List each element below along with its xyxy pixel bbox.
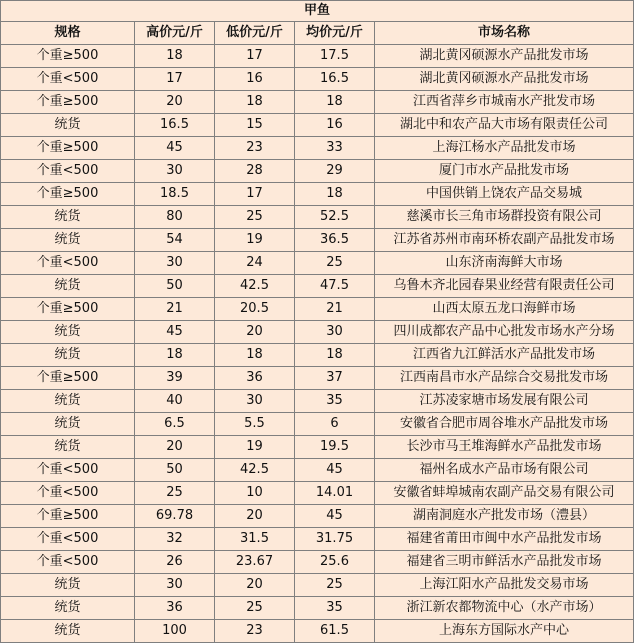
cell-spec: 个重≥500 <box>1 45 135 68</box>
cell-high-price: 25 <box>135 482 215 505</box>
cell-market: 乌鲁木齐北园春果业经营有限责任公司 <box>375 275 634 298</box>
table-row <box>1 344 634 367</box>
cell-high-price: 39 <box>135 367 215 390</box>
cell-market: 慈溪市长三角市场群投资有限公司 <box>375 206 634 229</box>
cell-avg-price: 52.5 <box>295 206 375 229</box>
cell-low-price: 19 <box>215 229 295 252</box>
cell-low-price: 25 <box>215 206 295 229</box>
header-low-price: 低价元/斤 <box>215 22 295 45</box>
table-row <box>1 390 634 413</box>
header-avg-price: 均价元/斤 <box>295 22 375 45</box>
cell-avg-price: 31.75 <box>295 528 375 551</box>
table-row <box>1 436 634 459</box>
table-title: 甲鱼 <box>1 1 634 22</box>
cell-low-price: 36 <box>215 367 295 390</box>
cell-high-price: 20 <box>135 91 215 114</box>
cell-avg-price: 25 <box>295 574 375 597</box>
cell-spec: 统货 <box>1 413 135 436</box>
cell-spec: 个重≥500 <box>1 298 135 321</box>
cell-market: 安徽省合肥市周谷堆水产品批发市场 <box>375 413 634 436</box>
cell-low-price: 20 <box>215 505 295 528</box>
cell-spec: 统货 <box>1 206 135 229</box>
cell-spec: 统货 <box>1 229 135 252</box>
cell-spec: 统货 <box>1 436 135 459</box>
cell-spec: 个重<500 <box>1 459 135 482</box>
cell-avg-price: 6 <box>295 413 375 436</box>
table-row <box>1 574 634 597</box>
cell-avg-price: 21 <box>295 298 375 321</box>
cell-low-price: 25 <box>215 597 295 620</box>
cell-high-price: 69.78 <box>135 505 215 528</box>
cell-avg-price: 35 <box>295 390 375 413</box>
cell-high-price: 40 <box>135 390 215 413</box>
cell-high-price: 17 <box>135 68 215 91</box>
cell-spec: 个重<500 <box>1 68 135 91</box>
cell-avg-price: 19.5 <box>295 436 375 459</box>
cell-avg-price: 35 <box>295 597 375 620</box>
cell-spec: 个重<500 <box>1 528 135 551</box>
cell-avg-price: 18 <box>295 183 375 206</box>
cell-avg-price: 14.01 <box>295 482 375 505</box>
cell-high-price: 45 <box>135 137 215 160</box>
cell-high-price: 20 <box>135 436 215 459</box>
cell-market: 安徽省蚌埠城南农副产品交易有限公司 <box>375 482 634 505</box>
cell-spec: 统货 <box>1 344 135 367</box>
cell-low-price: 18 <box>215 344 295 367</box>
table-row <box>1 275 634 298</box>
cell-market: 长沙市马王堆海鲜水产品批发市场 <box>375 436 634 459</box>
cell-market: 江苏省苏州市南环桥农副产品批发市场 <box>375 229 634 252</box>
cell-spec: 统货 <box>1 390 135 413</box>
table-row <box>1 459 634 482</box>
cell-low-price: 20 <box>215 574 295 597</box>
cell-market: 中国供销上饶农产品交易城 <box>375 183 634 206</box>
table-row <box>1 68 634 91</box>
cell-high-price: 21 <box>135 298 215 321</box>
cell-spec: 个重<500 <box>1 252 135 275</box>
cell-spec: 个重≥500 <box>1 505 135 528</box>
cell-spec: 统货 <box>1 275 135 298</box>
cell-market: 江西省萍乡市城南水产批发市场 <box>375 91 634 114</box>
table-row <box>1 206 634 229</box>
header-market: 市场名称 <box>375 22 634 45</box>
cell-avg-price: 37 <box>295 367 375 390</box>
cell-avg-price: 45 <box>295 505 375 528</box>
table-row <box>1 298 634 321</box>
cell-market: 山东济南海鲜大市场 <box>375 252 634 275</box>
cell-high-price: 16.5 <box>135 114 215 137</box>
cell-market: 上海江阳水产品批发交易市场 <box>375 574 634 597</box>
cell-high-price: 30 <box>135 252 215 275</box>
cell-spec: 个重≥500 <box>1 367 135 390</box>
cell-spec: 统货 <box>1 597 135 620</box>
cell-market: 四川成都农产品中心批发市场水产分场 <box>375 321 634 344</box>
cell-market: 湖北黄冈硕源水产品批发市场 <box>375 45 634 68</box>
cell-high-price: 18 <box>135 45 215 68</box>
cell-market: 湖北中和农产品大市场有限责任公司 <box>375 114 634 137</box>
cell-high-price: 80 <box>135 206 215 229</box>
table-row <box>1 551 634 574</box>
cell-market: 福州名成水产品市场有限公司 <box>375 459 634 482</box>
cell-high-price: 32 <box>135 528 215 551</box>
cell-high-price: 30 <box>135 160 215 183</box>
cell-avg-price: 30 <box>295 321 375 344</box>
cell-avg-price: 25 <box>295 252 375 275</box>
cell-market: 浙江新农都物流中心（水产市场） <box>375 597 634 620</box>
cell-avg-price: 25.6 <box>295 551 375 574</box>
cell-avg-price: 18 <box>295 91 375 114</box>
cell-low-price: 17 <box>215 183 295 206</box>
cell-low-price: 19 <box>215 436 295 459</box>
cell-avg-price: 45 <box>295 459 375 482</box>
cell-spec: 个重≥500 <box>1 137 135 160</box>
cell-market: 江苏凌家塘市场发展有限公司 <box>375 390 634 413</box>
table-body <box>1 45 634 643</box>
cell-avg-price: 47.5 <box>295 275 375 298</box>
table-row <box>1 620 634 643</box>
cell-low-price: 42.5 <box>215 275 295 298</box>
cell-avg-price: 16 <box>295 114 375 137</box>
cell-low-price: 16 <box>215 68 295 91</box>
header-row <box>1 22 634 45</box>
cell-low-price: 5.5 <box>215 413 295 436</box>
cell-high-price: 36 <box>135 597 215 620</box>
cell-spec: 个重≥500 <box>1 183 135 206</box>
cell-spec: 统货 <box>1 574 135 597</box>
table-row <box>1 528 634 551</box>
cell-spec: 统货 <box>1 620 135 643</box>
cell-low-price: 30 <box>215 390 295 413</box>
cell-spec: 个重<500 <box>1 482 135 505</box>
cell-market: 福建省莆田市闽中水产品批发市场 <box>375 528 634 551</box>
table-row <box>1 367 634 390</box>
table-row <box>1 91 634 114</box>
cell-spec: 个重<500 <box>1 160 135 183</box>
cell-low-price: 15 <box>215 114 295 137</box>
table-row <box>1 114 634 137</box>
table-row <box>1 505 634 528</box>
table-row <box>1 160 634 183</box>
cell-high-price: 26 <box>135 551 215 574</box>
cell-market: 山西太原五龙口海鲜市场 <box>375 298 634 321</box>
cell-avg-price: 16.5 <box>295 68 375 91</box>
cell-avg-price: 17.5 <box>295 45 375 68</box>
cell-low-price: 23 <box>215 137 295 160</box>
cell-high-price: 6.5 <box>135 413 215 436</box>
cell-market: 上海东方国际水产中心 <box>375 620 634 643</box>
cell-low-price: 10 <box>215 482 295 505</box>
cell-low-price: 23 <box>215 620 295 643</box>
cell-high-price: 100 <box>135 620 215 643</box>
cell-spec: 个重<500 <box>1 551 135 574</box>
cell-spec: 个重≥500 <box>1 91 135 114</box>
table-row <box>1 229 634 252</box>
table-row <box>1 137 634 160</box>
cell-high-price: 30 <box>135 574 215 597</box>
cell-high-price: 50 <box>135 275 215 298</box>
cell-low-price: 31.5 <box>215 528 295 551</box>
table-row <box>1 183 634 206</box>
cell-market: 福建省三明市鲜活水产品批发市场 <box>375 551 634 574</box>
cell-market: 湖北黄冈硕源水产品批发市场 <box>375 68 634 91</box>
cell-market: 湖南洞庭水产批发市场（澧县） <box>375 505 634 528</box>
table-row <box>1 252 634 275</box>
cell-market: 江西南昌市水产品综合交易批发市场 <box>375 367 634 390</box>
cell-high-price: 54 <box>135 229 215 252</box>
cell-high-price: 45 <box>135 321 215 344</box>
cell-low-price: 18 <box>215 91 295 114</box>
cell-market: 江西省九江鲜活水产品批发市场 <box>375 344 634 367</box>
cell-low-price: 20 <box>215 321 295 344</box>
cell-market: 厦门市水产品批发市场 <box>375 160 634 183</box>
cell-high-price: 18.5 <box>135 183 215 206</box>
cell-avg-price: 33 <box>295 137 375 160</box>
cell-avg-price: 61.5 <box>295 620 375 643</box>
cell-low-price: 17 <box>215 45 295 68</box>
table-row <box>1 413 634 436</box>
cell-avg-price: 29 <box>295 160 375 183</box>
cell-spec: 统货 <box>1 321 135 344</box>
table-row <box>1 482 634 505</box>
cell-low-price: 23.67 <box>215 551 295 574</box>
cell-high-price: 18 <box>135 344 215 367</box>
title-row <box>1 1 634 22</box>
cell-avg-price: 36.5 <box>295 229 375 252</box>
cell-market: 上海江杨水产品批发市场 <box>375 137 634 160</box>
table-row <box>1 597 634 620</box>
cell-low-price: 24 <box>215 252 295 275</box>
table-row <box>1 45 634 68</box>
cell-high-price: 50 <box>135 459 215 482</box>
cell-low-price: 28 <box>215 160 295 183</box>
cell-spec: 统货 <box>1 114 135 137</box>
table-row <box>1 321 634 344</box>
header-spec: 规格 <box>1 22 135 45</box>
header-high-price: 高价元/斤 <box>135 22 215 45</box>
cell-avg-price: 18 <box>295 344 375 367</box>
cell-low-price: 42.5 <box>215 459 295 482</box>
cell-low-price: 20.5 <box>215 298 295 321</box>
